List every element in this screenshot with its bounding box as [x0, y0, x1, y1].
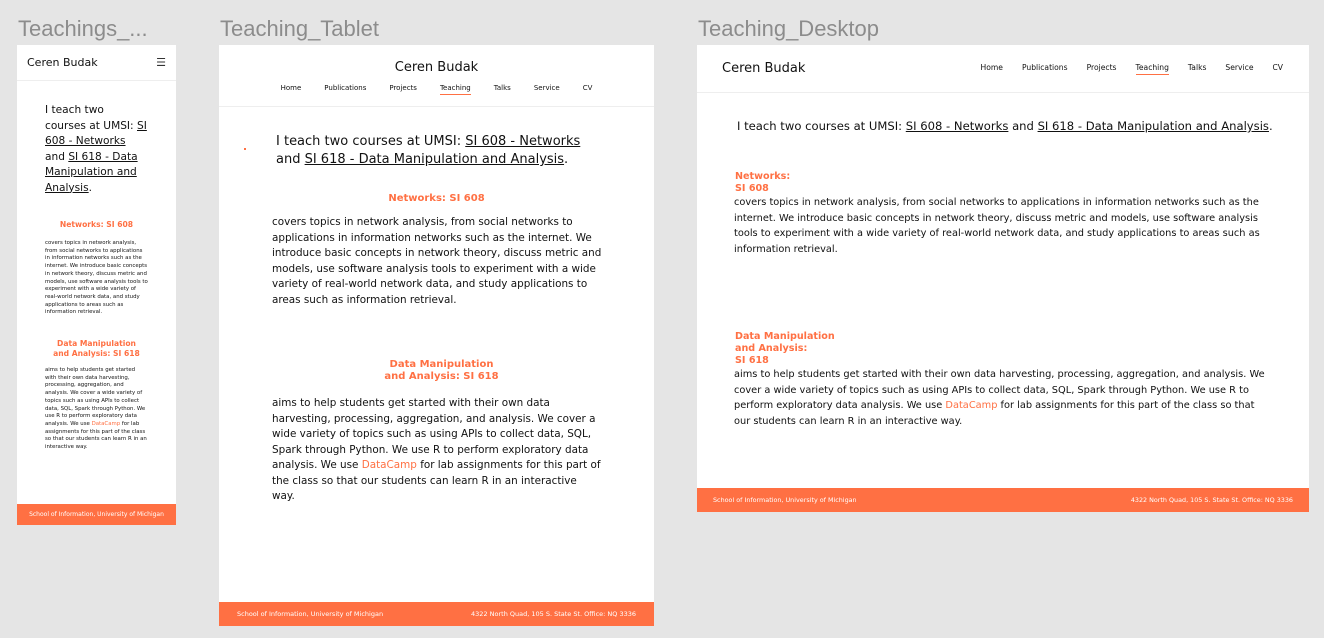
- data-manip-body: aims to help students get started with their own data harvesting, processing, aggregation, and analysis. We cover a wide variety of topics such as using APIs to collect data, SQL, Spark through Python. We use R to perform exploratory data analysis. We use DataCamp for lab assignments for this part of the class so that our students can learn R in an interactive way.: [272, 397, 601, 502]
- networks-body: covers topics in network analysis, from social networks to applications in information networks such as the internet. We introduce basic concepts in network theory, discuss metric and models, use software analysis tools to experiment with a wide variety of real-world network data, and study applications to areas such as information retrieval.: [272, 216, 602, 306]
- site-footer: [219, 602, 654, 626]
- intro-text: I teach two courses at UMSI: SI 608 - Networks and SI 618 - Data Manipulation and Analysis.: [45, 104, 147, 194]
- course2-link[interactable]: SI 618 - Data Manipulation and Analysis: [45, 150, 138, 194]
- nav-teaching[interactable]: Teaching: [440, 84, 471, 95]
- nav-service[interactable]: Service: [533, 84, 560, 92]
- course1-link[interactable]: SI 608 - Networks: [45, 119, 147, 147]
- mobile-frame: [17, 45, 176, 525]
- nav-publications[interactable]: Publications: [324, 84, 367, 92]
- nav-publications[interactable]: Publications: [1021, 62, 1068, 72]
- data-manip-title: Data Manipulation and Analysis: SI 618: [384, 359, 499, 382]
- main-nav: [219, 84, 654, 95]
- tablet-frame-label: Teaching_Tablet: [220, 16, 380, 41]
- footer-school: School of Information, University of Michigan: [713, 496, 857, 504]
- site-header: [219, 45, 654, 107]
- nav-home[interactable]: Home: [280, 84, 302, 92]
- networks-title: Networks: SI 608: [388, 193, 485, 204]
- datacamp-link[interactable]: DataCamp: [91, 420, 121, 427]
- nav-cv[interactable]: CV: [1272, 62, 1283, 72]
- site-header: [697, 45, 1309, 93]
- footer-address: 4322 North Quad, 105 S. State St. Office: NQ 3336: [1130, 496, 1293, 504]
- course2-link[interactable]: SI 618 - Data Manipulation and Analysis: [304, 152, 565, 167]
- mobile-frame-label: Teachings_...: [18, 16, 148, 41]
- hamburger-menu-icon[interactable]: ☰: [156, 56, 166, 69]
- footer-school: School of Information, University of Michigan: [237, 610, 384, 618]
- nav-home[interactable]: Home: [980, 62, 1003, 72]
- footer-school: School of Information, University of Michigan: [29, 511, 164, 518]
- site-footer: [17, 504, 176, 525]
- nav-projects[interactable]: Projects: [1086, 62, 1117, 72]
- data-manip-title: Data Manipulation and Analysis: SI 618: [53, 339, 140, 359]
- networks-body: covers topics in network analysis, from social networks to applications in information networks such as the internet. We introduce basic concepts in network theory, discuss metric and models, use software analysis tools to experiment with a wide variety of real-world network data, and study applications to areas such as information retrieval.: [45, 240, 148, 316]
- intro-text: I teach two courses at UMSI: SI 608 - Networks and SI 618 - Data Manipulation and Analysis.: [276, 134, 581, 167]
- nav-service[interactable]: Service: [1225, 62, 1254, 72]
- datacamp-link[interactable]: DataCamp: [361, 459, 417, 471]
- desktop-frame: [697, 45, 1309, 512]
- nav-cv[interactable]: CV: [582, 84, 593, 92]
- networks-title: Networks: SI 608: [735, 171, 791, 194]
- nav-projects[interactable]: Projects: [389, 84, 417, 92]
- course2-link[interactable]: SI 618 - Data Manipulation and Analysis: [1037, 119, 1269, 133]
- site-header: [17, 45, 176, 81]
- networks-title: Networks: SI 608: [59, 220, 134, 229]
- footer-address: 4322 North Quad, 105 S. State St. Office: NQ 3336: [471, 610, 636, 618]
- course1-link[interactable]: SI 608 - Networks: [465, 134, 581, 149]
- networks-body: covers topics in network analysis, from social networks to applications in information networks such as the internet. We introduce basic concepts in network theory, discuss metric and models, use software analysis tools to experiment with a wide variety of real-world network data, and study applications to areas such as information retrieval.: [734, 197, 1260, 255]
- desktop-frame-label: Teaching_Desktop: [698, 16, 880, 41]
- decorative-dot: [244, 148, 246, 150]
- nav-talks[interactable]: Talks: [493, 84, 511, 92]
- intro-text: I teach two courses at UMSI: SI 608 - Networks and SI 618 - Data Manipulation and Analysis.: [737, 119, 1273, 133]
- site-logo[interactable]: Ceren Budak: [27, 56, 98, 69]
- main-nav: [981, 63, 1284, 75]
- data-manip-body: aims to help students get started with their own data harvesting, processing, aggregation, and analysis. We cover a wide variety of topics such as using APIs to collect data, SQL, Spark through Python. We use R to perform exploratory data analysis. We use DataCamp for lab assignments for this part of the class so that our students can learn R in an interactive way.: [734, 369, 1265, 427]
- datacamp-link[interactable]: DataCamp: [945, 400, 998, 411]
- site-logo[interactable]: Ceren Budak: [722, 61, 806, 76]
- nav-talks[interactable]: Talks: [1187, 62, 1207, 72]
- data-manip-title: Data Manipulation and Analysis: SI 618: [735, 331, 835, 366]
- site-logo[interactable]: Ceren Budak: [394, 60, 479, 75]
- tablet-frame: [219, 45, 654, 626]
- site-footer: [697, 488, 1309, 512]
- nav-teaching[interactable]: Teaching: [1136, 63, 1169, 75]
- data-manip-body: aims to help students get started with their own data harvesting, processing, aggregation, and analysis. We cover a wide variety of topics such as using APIs to collect data, SQL, Spark through Python. We use R to perform exploratory data analysis. We use DataCamp for lab assignments for this part of the class so that our students can learn R in an interactive way.: [45, 367, 147, 451]
- course1-link[interactable]: SI 608 - Networks: [905, 119, 1009, 133]
